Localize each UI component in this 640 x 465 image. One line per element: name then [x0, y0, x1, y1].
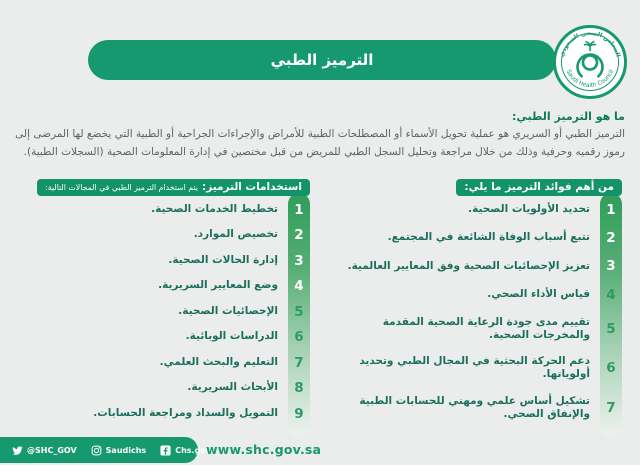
item-number: 8 [294, 380, 304, 396]
item-text: التمويل والسداد ومراجعة الحسابات. [93, 406, 278, 419]
item-text: الدراسات الوبائية. [185, 330, 278, 343]
instagram-icon [91, 445, 102, 456]
item-text: تخصيص الموارد. [193, 228, 278, 241]
list-item [20, 228, 310, 243]
twitter-text: @SHC_GOV [27, 445, 77, 455]
item-number: 5 [294, 303, 304, 320]
facebook-text: Chs.gov [175, 445, 212, 455]
item-text: الأبحاث السريرية. [187, 381, 278, 394]
list-item [20, 202, 310, 217]
list-item [20, 330, 310, 345]
uses-label-bold: استخدامات الترميز: [202, 181, 302, 193]
twitter-icon [12, 445, 23, 456]
item-text: قياس الأداء الصحي. [487, 288, 590, 301]
item-number: 6 [606, 360, 616, 377]
item-number: 5 [606, 320, 616, 337]
item-text: تخطيط الخدمات الصحية. [151, 202, 278, 215]
item-number: 3 [606, 258, 616, 275]
item-text: تشكيل أساس علمي ومهني للحسابات الطبية والإنفاق الصحي. [359, 394, 590, 420]
item-text: الإحصائيات الصحية. [178, 304, 278, 317]
instagram-text: Saudichs [105, 445, 147, 455]
list-item [20, 253, 310, 268]
item-text: التعليم والبحث العلمي. [159, 355, 278, 368]
intro-body: الترميز الطبي أو السريري هو عملية تحويل الأسماء أو المصطلحات الطبية للأمراض والإجراءات الجراحية أو الطبية التي يخضع لها المرضى إلى رموز رقميه وحرفية وذلك من خلال مراجعة وتحليل السجل الطبي للمريض من قبل مختصين في إدارة المعلومات الصحية (السجلات الطبية). [15, 128, 625, 158]
footer-social-bar [0, 437, 212, 463]
list-item [330, 287, 622, 302]
item-text: تعزيز الإحصائيات الصحية وفق المعايير العالمية. [347, 259, 590, 272]
item-text: تحديد الأولويات الصحية. [468, 202, 590, 215]
list-item [20, 381, 310, 396]
item-text: تتبع أسباب الوفاة الشائعة في المجتمع. [387, 231, 590, 244]
item-text: إدارة الحالات الصحية. [168, 253, 278, 266]
facebook-handle[interactable] [160, 445, 211, 456]
list-item [20, 304, 310, 319]
uses-list [20, 193, 310, 436]
shc-logo-icon [552, 24, 628, 100]
facebook-icon [160, 445, 171, 456]
list-item [20, 406, 310, 421]
item-number: 7 [606, 399, 616, 416]
shc-logo [552, 24, 628, 100]
uses-column [20, 181, 310, 436]
uses-label [37, 179, 310, 196]
list-item [330, 355, 622, 381]
benefits-column [330, 181, 622, 436]
uses-label-rest: يتم استخدام الترميز الطبي في المجالات التالية: [45, 183, 199, 192]
website-url[interactable]: www.shc.gov.sa [206, 442, 322, 457]
logo-bottom-text: Saudi Health Council [564, 69, 616, 90]
item-text: وضع المعايير السريرية. [158, 279, 278, 292]
intro-section [15, 110, 625, 162]
item-number: 1 [606, 201, 616, 218]
list-item [20, 355, 310, 370]
list-item [20, 279, 310, 294]
item-text: دعم الحركة البحثية في المجال الطبي وتحديد أولوياتها. [359, 355, 590, 381]
list-item [330, 202, 622, 217]
item-number: 4 [606, 286, 616, 303]
item-number: 3 [294, 252, 304, 269]
intro-heading: ما هو الترميز الطبي: [512, 110, 625, 123]
item-number: 4 [294, 278, 304, 294]
list-item [330, 395, 622, 421]
item-number: 2 [606, 229, 616, 246]
item-number: 2 [294, 227, 304, 243]
list-item [330, 316, 622, 342]
instagram-handle[interactable] [91, 445, 147, 456]
item-number: 6 [294, 329, 304, 345]
page-title: الترميز الطبي [88, 40, 556, 80]
benefits-list [330, 193, 622, 436]
list-item [330, 230, 622, 245]
item-number: 9 [294, 405, 304, 422]
item-number: 7 [294, 354, 304, 371]
twitter-handle[interactable] [12, 445, 77, 456]
benefits-label: من أهم فوائد الترميز ما يلي: [456, 179, 622, 196]
item-number: 1 [294, 201, 304, 218]
item-text: تقييم مدى جودة الرعاية الصحية المقدمة والمخرجات الصحية. [382, 315, 590, 341]
logo-top-text: المجلس الصحي السعودي [558, 29, 622, 58]
list-item [330, 259, 622, 274]
